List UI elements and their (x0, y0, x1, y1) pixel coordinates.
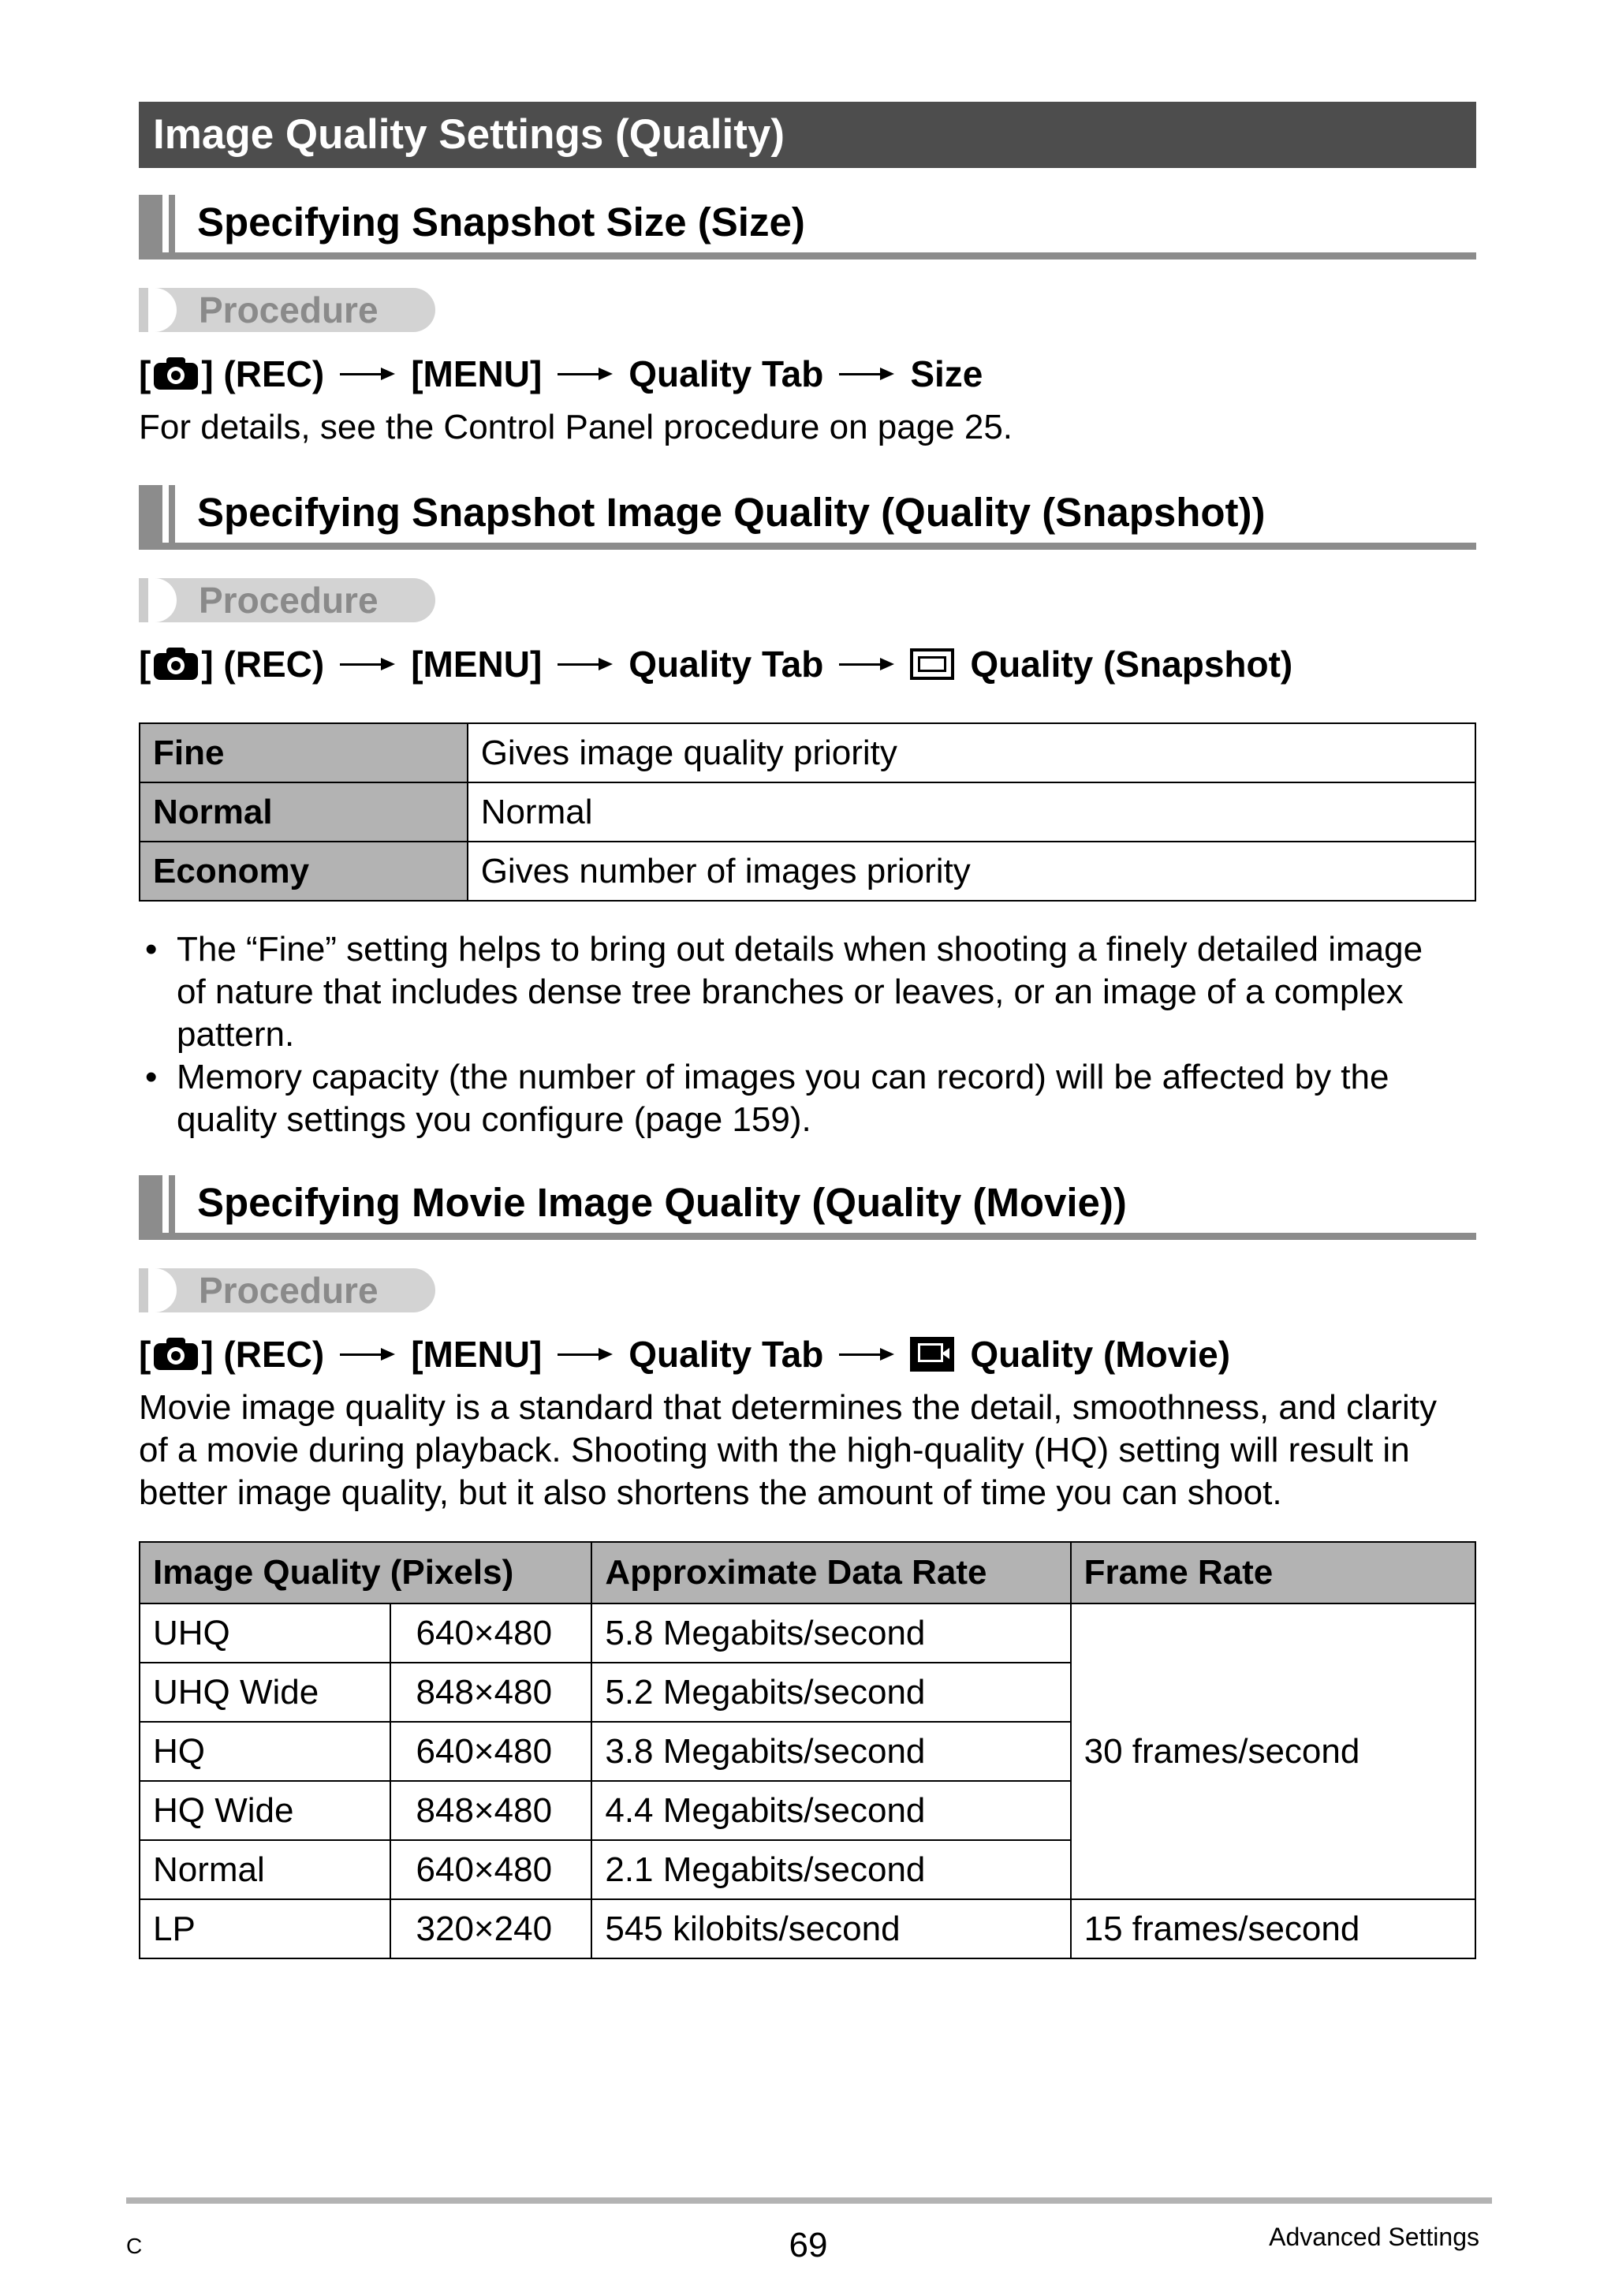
arrow-right-icon (558, 656, 613, 672)
footer-divider (126, 2197, 1492, 2204)
list-item: • The “Fine” setting helps to bring out details when shooting a finely detailed image of nature that includes dense tree branches or leaves, or an image of a complex pattern. (145, 930, 1423, 1054)
arrow-right-icon (839, 366, 894, 382)
arrow-right-icon (839, 656, 894, 672)
arrow-right-icon (340, 656, 395, 672)
table-row: UHQ Wide 848×480 5.2 Megabits/second (140, 1663, 1475, 1722)
table-row: HQ Wide 848×480 4.4 Megabits/second (140, 1781, 1475, 1840)
procedure-path: [ ] (REC) [MENU] Quality Tab Quality (Movie) (139, 1333, 1231, 1375)
procedure-path: [ ] (REC) [MENU] Quality Tab Size (139, 353, 983, 394)
movie-quality-table (139, 1541, 1476, 1959)
footer-left-mark: C (126, 2234, 143, 2258)
table-header-row: Image Quality (Pixels) Approximate Data Rate Frame Rate (140, 1542, 1475, 1603)
footer-chapter: Advanced Settings (1269, 2223, 1479, 2251)
arrow-right-icon (340, 366, 395, 382)
table-row: HQ 640×480 3.8 Megabits/second (140, 1722, 1475, 1781)
table-row: Economy Gives number of images priority (140, 842, 1475, 901)
size-note: For details, see the Control Panel procedure on page 25. (139, 408, 1013, 446)
section-heading-text: Specifying Snapshot Size (Size) (197, 200, 805, 245)
movie-description: Movie image quality is a standard that determines the detail, smoothness, and clarity of a movie during playback. Shooting with the high-quality (HQ) setting will result in better image quality, but it also shortens the amount of time you can shoot. (139, 1388, 1437, 1512)
section-heading-snapshot-quality (139, 485, 1476, 550)
procedure-path: [ ] (REC) [MENU] Quality Tab Quality (Snapshot) (139, 643, 1293, 685)
snapshot-quality-icon (910, 648, 954, 680)
page-number: 69 (789, 2226, 828, 2264)
section-heading-movie-quality (139, 1175, 1476, 1240)
list-item: • Memory capacity (the number of images you can record) will be affected by the quality settings you configure (page 159). (145, 1058, 1389, 1139)
arrow-right-icon (558, 1346, 613, 1362)
table-row: Normal Normal (140, 782, 1475, 842)
snapshot-quality-table (139, 722, 1476, 902)
camera-icon (152, 357, 200, 391)
table-row: UHQ 640×480 5.8 Megabits/second 30 frames/second (140, 1603, 1475, 1663)
camera-icon (152, 647, 200, 681)
procedure-badge: Procedure (139, 578, 435, 622)
procedure-badge: Procedure (139, 1268, 435, 1312)
section-heading-text: Specifying Snapshot Image Quality (Quality (Snapshot)) (197, 490, 1266, 535)
notes-list (139, 928, 1479, 1141)
section-heading-text: Specifying Movie Image Quality (Quality (Movie)) (197, 1180, 1127, 1225)
arrow-right-icon (839, 1346, 894, 1362)
table-row: Fine Gives image quality priority (140, 723, 1475, 782)
procedure-badge: Procedure (139, 288, 435, 332)
table-row: Normal 640×480 2.1 Megabits/second (140, 1840, 1475, 1899)
section-heading-size (139, 195, 1476, 259)
arrow-right-icon (340, 1346, 395, 1362)
arrow-right-icon (558, 366, 613, 382)
movie-quality-icon (910, 1337, 954, 1372)
table-row: LP 320×240 545 kilobits/second 15 frames/second (140, 1899, 1475, 1958)
camera-icon (152, 1337, 200, 1372)
page-title: Image Quality Settings (Quality) (139, 102, 1476, 168)
